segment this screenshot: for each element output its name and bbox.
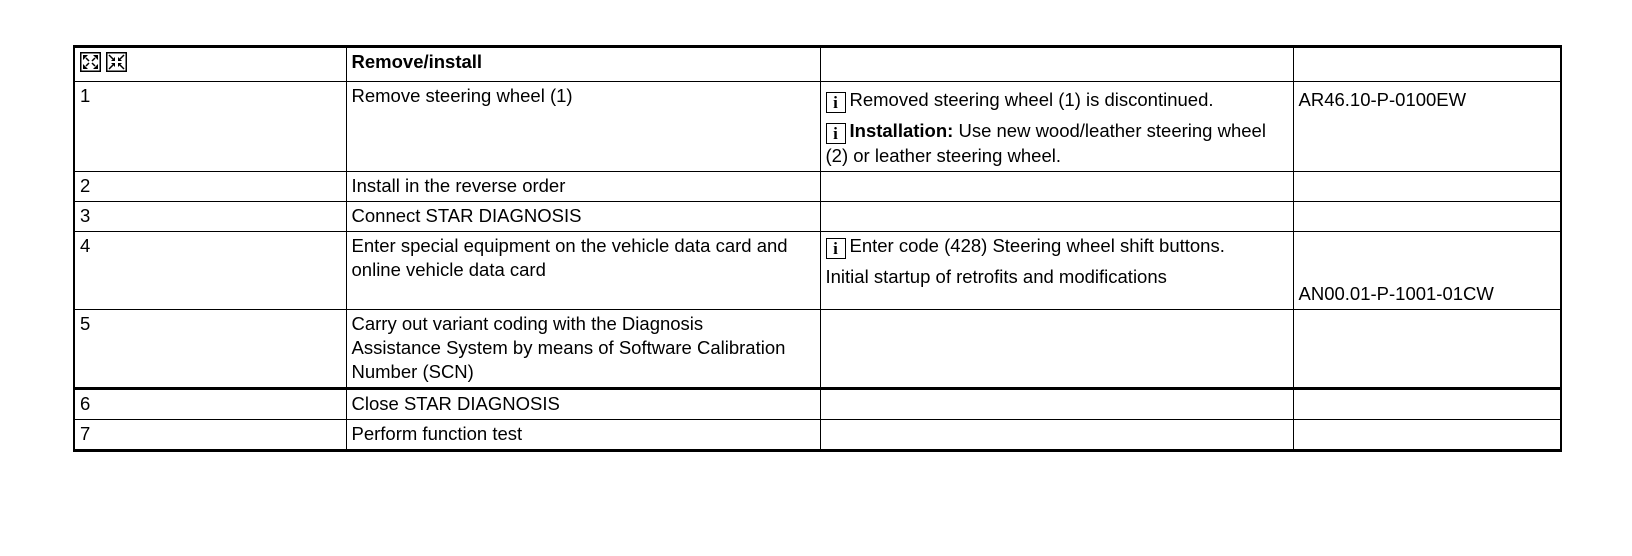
table-header-row <box>74 47 1561 82</box>
table-row <box>74 172 1561 202</box>
step-number: 5 <box>74 310 346 389</box>
reference-link <box>1293 389 1561 420</box>
note-text: Initial startup of retrofits and modifications <box>825 266 1167 287</box>
reference-link[interactable]: AR46.10-P-0100EW <box>1293 82 1561 172</box>
info-icon[interactable]: i <box>826 238 846 259</box>
reference-link[interactable]: AN00.01-P-1001-01CW <box>1298 283 1494 304</box>
reference-link <box>1293 310 1561 389</box>
step-notes <box>820 310 1293 389</box>
header-title: Remove/install <box>346 47 820 82</box>
header-icons-cell <box>74 47 346 82</box>
info-icon[interactable]: i <box>826 92 846 113</box>
step-number: 3 <box>74 202 346 232</box>
step-number: 2 <box>74 172 346 202</box>
table-row <box>74 310 1561 389</box>
step-action: Carry out variant coding with the Diagnosis Assistance System by means of Software Calibration Number (SCN) <box>346 310 820 389</box>
note-line <box>826 234 1289 259</box>
step-action: Enter special equipment on the vehicle data card and online vehicle data card <box>346 232 820 310</box>
info-icon[interactable]: i <box>826 123 846 144</box>
step-action: Install in the reverse order <box>346 172 820 202</box>
step-notes <box>820 202 1293 232</box>
step-action: Remove steering wheel (1) <box>346 82 820 172</box>
step-notes <box>820 82 1293 172</box>
step-number: 7 <box>74 420 346 451</box>
reference-cell <box>1293 232 1561 310</box>
step-number: 4 <box>74 232 346 310</box>
step-number: 6 <box>74 389 346 420</box>
step-notes <box>820 232 1293 310</box>
reference-link <box>1293 420 1561 451</box>
table-row <box>74 420 1561 451</box>
step-number: 1 <box>74 82 346 172</box>
step-notes <box>820 172 1293 202</box>
reference-link <box>1293 202 1561 232</box>
expand-all-icon[interactable] <box>80 52 101 72</box>
table-row <box>74 232 1561 310</box>
header-empty-cell <box>1293 47 1561 82</box>
table-row <box>74 202 1561 232</box>
table-row <box>74 389 1561 420</box>
note-line <box>826 88 1289 113</box>
procedure-table <box>73 45 1562 452</box>
header-empty-cell <box>820 47 1293 82</box>
table-row <box>74 82 1561 172</box>
step-notes <box>820 389 1293 420</box>
note-text: Enter code (428) Steering wheel shift buttons. <box>849 235 1225 256</box>
step-action: Perform function test <box>346 420 820 451</box>
note-line <box>826 119 1289 168</box>
collapse-all-icon[interactable] <box>106 52 127 72</box>
reference-link <box>1293 172 1561 202</box>
step-action: Close STAR DIAGNOSIS <box>346 389 820 420</box>
note-text: Use new wood/leather steering wheel (2) or leather steering wheel. <box>825 120 1266 166</box>
step-notes <box>820 420 1293 451</box>
note-text: Removed steering wheel (1) is discontinued. <box>849 89 1214 110</box>
note-bold-label: Installation: <box>849 120 954 141</box>
step-action: Connect STAR DIAGNOSIS <box>346 202 820 232</box>
